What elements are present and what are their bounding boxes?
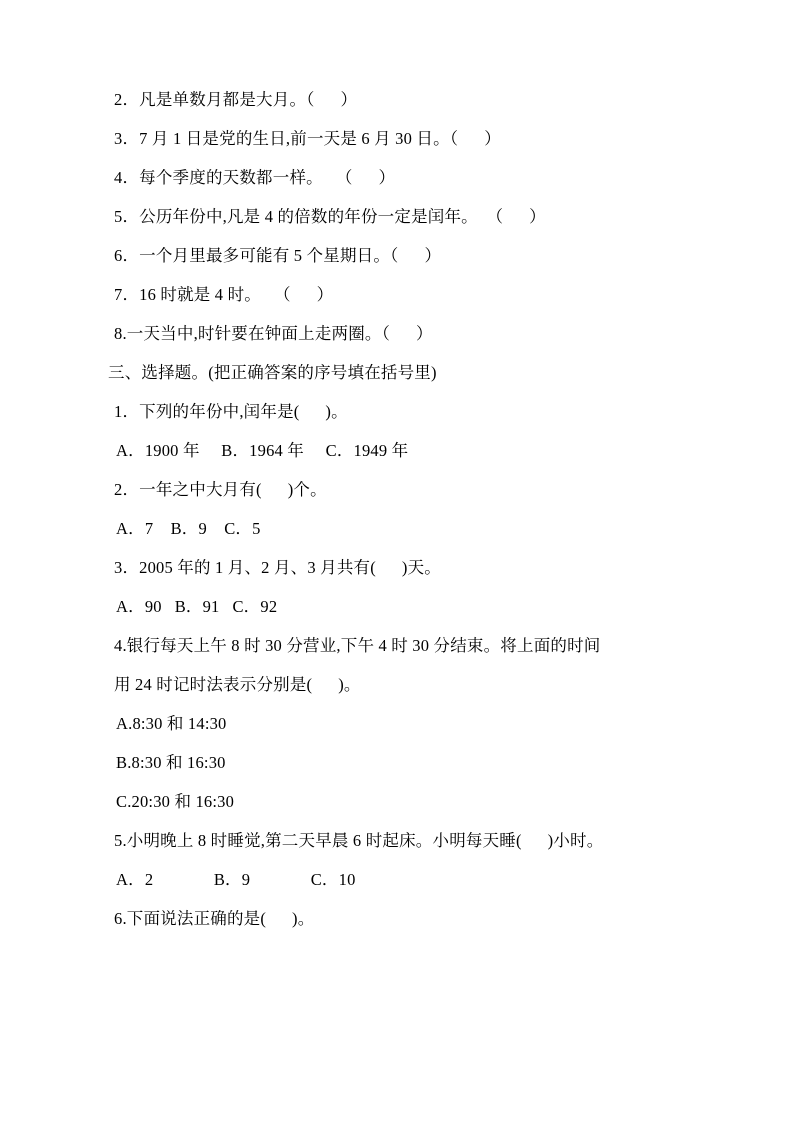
- tf-item-4: 4．每个季度的天数都一样。 （ ）: [114, 168, 396, 187]
- choice-item-4: 4.银行每天上午 8 时 30 分营业,下午 4 时 30 分结束。将上面的时间: [114, 636, 601, 655]
- tf-item-7: 7．16 时就是 4 时。 （ ）: [114, 285, 334, 304]
- tf-item-3: 3．7 月 1 日是党的生日,前一天是 6 月 30 日。（ ）: [114, 129, 501, 148]
- choice-item-1: 1．下列的年份中,闰年是( )。: [114, 402, 348, 421]
- tf-item-6: 6．一个月里最多可能有 5 个星期日。（ ）: [114, 246, 442, 265]
- tf-item-5: 5．公历年份中,凡是 4 的倍数的年份一定是闰年。 （ ）: [114, 207, 546, 226]
- choice-item-3-options: A．90 B．91 C．92: [116, 597, 278, 616]
- document-body: [108, 92, 685, 928]
- choice-item-2-options: A．7 B．9 C．5: [116, 519, 261, 538]
- choice-item-4-continued: 用 24 时记时法表示分别是( )。: [114, 675, 361, 694]
- choice-item-1-options: A．1900 年 B．1964 年 C．1949 年: [116, 441, 409, 460]
- tf-item-2: 2．凡是单数月都是大月。（ ）: [114, 90, 358, 109]
- choice-item-4-option-a: A.8:30 和 14:30: [116, 714, 227, 733]
- choice-item-6: 6.下面说法正确的是( )。: [114, 909, 315, 928]
- section-heading-three: 三、选择题。(把正确答案的序号填在括号里): [108, 363, 437, 382]
- tf-item-8: 8.一天当中,时针要在钟面上走两圈。（ ）: [114, 324, 433, 343]
- choice-item-4-option-b: B.8:30 和 16:30: [116, 753, 226, 772]
- choice-item-3: 3．2005 年的 1 月、2 月、3 月共有( )天。: [114, 558, 441, 577]
- choice-item-4-option-c: C.20:30 和 16:30: [116, 792, 235, 811]
- choice-item-5: 5.小明晚上 8 时睡觉,第二天早晨 6 时起床。小明每天睡( )小时。: [114, 831, 604, 850]
- choice-item-5-options: A．2 B．9 C．10: [116, 870, 356, 889]
- choice-item-2: 2．一年之中大月有( )个。: [114, 480, 327, 499]
